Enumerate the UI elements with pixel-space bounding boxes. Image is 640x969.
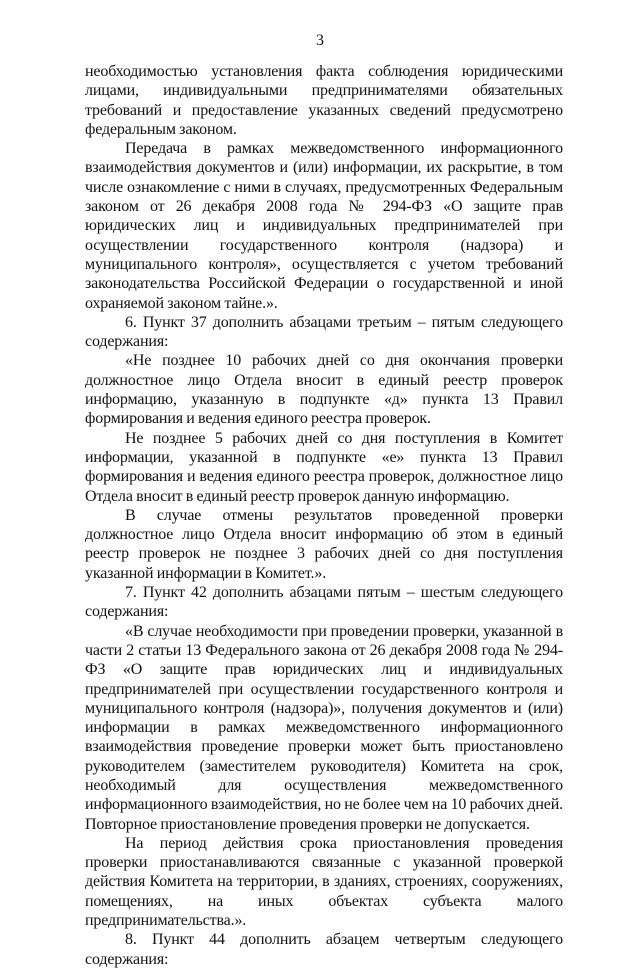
paragraph-suspension: «В случае необходимости при проведении проверки, указанной в части 2 статьи 13 Федерального закона от 26 декабря 2008 года № 294-ФЗ «О защите прав юридических лиц и индивидуальных предпринимателей при осуществлении государственного контроля и муниципального контроля (надзора)», получения документов и (или) информации в рамках межведомственного информационного взаимодействия проведение проверки может быть приостановлено руководителем (заместителем руководителя) Комитета на срок, необходимый для осуществления межведомственного информационного взаимодействия, но не более чем на 10 рабочих дней. Повторное приостановление проведения проверки не допускается. — [85, 622, 563, 833]
page-number: 3 — [316, 32, 324, 49]
paragraph-cancellation: В случае отмены результатов проведенной проверки должностное лицо Отдела вносит информацию об этом в единый реестр проверок не позднее 3 рабочих дней со дня поступления указанной информации в Комитет.». — [85, 506, 563, 582]
paragraph-item-8: 8. Пункт 44 дополнить абзацем четвертым следующего содержания: — [85, 931, 563, 968]
paragraph-continuation: необходимостью установления факта соблюдения юридическими лицами, индивидуальными предпринимателями обязательных требований и предоставление указанных сведений предусмотрено федеральным законом. — [85, 63, 563, 138]
paragraph-5-days: Не позднее 5 рабочих дней со дня поступления в Комитет информации, указанной в подпункте «е» пункта 13 Правил формирования и ведения единого реестра проверок, должностное лицо Отдела вносит в единый реестр проверок данную информацию. — [85, 429, 563, 505]
document-body — [85, 62, 563, 969]
paragraph-10-days: «Не позднее 10 рабочих дней со дня окончания проверки должностное лицо Отдела вносит в единый реестр проверок информацию, указанную в подпункте «д» пункта 13 Правил формирования и ведения единого реестра проверок. — [85, 352, 563, 428]
paragraph-suspension-period: На период действия срока приостановления проведения проверки приостанавливаются связанные с указанной проверкой действия Комитета на территории, в зданиях, строениях, сооружениях, помещениях, на иных объектах субъекта малого предпринимательства.». — [85, 834, 563, 930]
paragraph-interagency-transfer: Передача в рамках межведомственного информационного взаимодействия документов и (или) информации, их раскрытие, в том числе ознакомление с ними в случаях, предусмотренных Федеральным законом от 26 декабря 2008 года № 294-ФЗ «О защите прав юридических лиц и индивидуальных предпринимателей при осуществлении государственного контроля (надзора) и муниципального контроля», осуществляется с учетом требований законодательства Российской Федерации о государственной и иной охраняемой законом тайне.». — [85, 140, 563, 312]
paragraph-item-7: 7. Пункт 42 дополнить абзацами пятым – шестым следующего содержания: — [85, 584, 563, 621]
paragraph-item-6: 6. Пункт 37 дополнить абзацами третьим – пятым следующего содержания: — [85, 313, 563, 351]
